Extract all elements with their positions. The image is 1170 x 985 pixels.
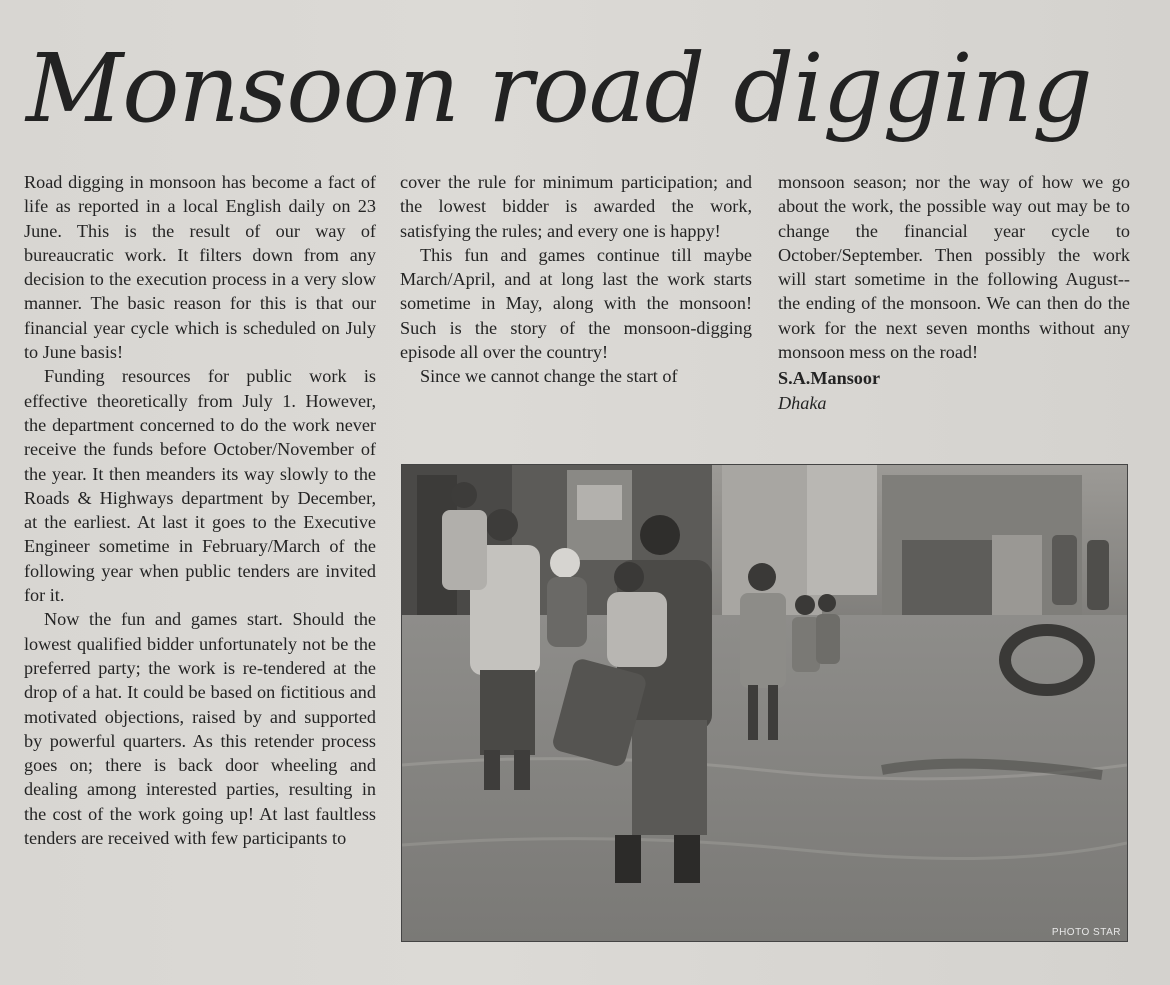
paragraph: Road digging in monsoon has become a fact of life as reported in a local English daily on 23 June. This is the result of our way of bureaucratic work. It filters down from any decision to the execution process in a very slow manner. The basic reason for this is that our financial year cycle which is scheduled on July to June basis! [24,172,376,363]
paragraph: cover the rule for minimum participation; and the lowest bidder is awarded the work, satisfying the rules; and every one is happy! [400,172,752,241]
photo-credit: PHOTO STAR [1051,927,1121,938]
flooded-street-illustration [402,465,1127,941]
paragraph: This fun and games continue till maybe March/April, and at long last the work starts sometime in May, along with the monsoon! Such is the story of the monsoon-digging episode all over the country! [400,244,752,363]
news-photo [401,464,1128,942]
author-location: Dhaka [778,392,827,413]
paragraph: Since we cannot change the start of [420,366,678,387]
author-byline: S.A.Mansoor [778,368,881,389]
paragraph: Funding resources for public work is effective theoretically from July 1. However, the department concerned to do the work never receive the funds before October/November of the year. It then meanders its way slowly to the Roads & Highways department by December, at the earliest. At last it goes to the Executive Engineer sometime in February/March of the following year when public tenders are invited for it. [24,366,376,606]
paragraph: monsoon season; nor the way of how we go about the work, the possible way out may be to change the financial year cycle to October/September. Then possibly the work will start sometime in the following August-- the ending of the monsoon. We can then do the work for the next seven months without any monsoon mess on the road! [778,172,1130,363]
article-column-1 [24,170,376,850]
headline: Monsoon road digging [26,34,1092,144]
paragraph: Now the fun and games start. Should the lowest qualified bidder unfortunately not be the preferred party; the work is re-tendered at the drop of a hat. It could be based on fictitious and motivated objections, raised by and supported by powerful quarters. As this retender process goes on; there is back door wheeling and dealing among interested parties, resulting in the cost of the work going up! At last faultless tenders are received with few participants to [24,609,376,849]
article-column-2 [400,170,752,389]
article-column-3 [778,170,1130,415]
